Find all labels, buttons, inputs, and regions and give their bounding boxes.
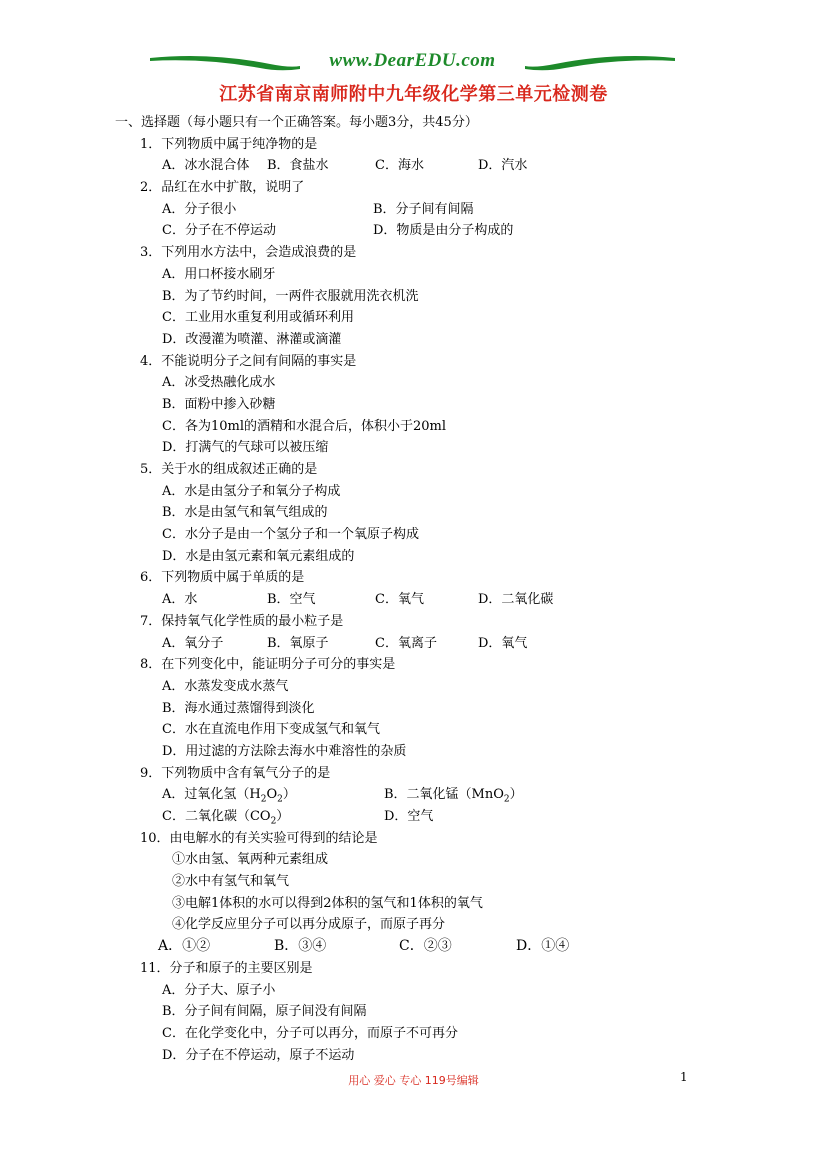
option-choice: C．工业用水重复利用或循环利用: [162, 310, 354, 326]
option-choice: B．水是由氢气和氧气组成的: [162, 505, 328, 521]
question-stem: 9．下列物质中含有氧气分子的是: [140, 765, 331, 781]
question-stem: 10．由电解水的有关实验可得到的结论是: [140, 830, 378, 846]
option-choice: D．分子在不停运动，原子不运动: [162, 1047, 355, 1063]
option-choice: A．①②: [158, 938, 211, 955]
statement-item: ①水由氢、氧两种元素组成: [172, 852, 329, 868]
option-text: ）: [509, 787, 523, 803]
option-text: D．空气: [384, 809, 434, 824]
option-row: [0, 633, 827, 655]
option-row: [0, 806, 827, 828]
option-text: A．过氧化氢（H: [162, 787, 261, 803]
subscript: 2: [503, 794, 510, 805]
site-banner: [150, 48, 675, 78]
option-choice: D．①④: [516, 938, 570, 955]
option-choice: B．③④: [274, 938, 327, 955]
option-text: C．二氧化碳（CO: [162, 809, 271, 824]
option-row: [0, 784, 827, 806]
option-choice: B．海水通过蒸馏得到淡化: [162, 700, 315, 716]
option-row: [0, 936, 827, 958]
option-choice: A．分子大、原子小: [162, 982, 276, 998]
question-stem: 7．保持氧气化学性质的最小粒子是: [140, 613, 344, 629]
question-stem: 6．下列物质中属于单质的是: [140, 570, 305, 586]
option-choice: A．用口杯接水刷牙: [162, 266, 276, 282]
statement-item: ④化学反应里分子可以再分成原子，而原子再分: [172, 917, 446, 933]
page-title: 江苏省南京南师附中九年级化学第三单元检测卷: [219, 84, 608, 105]
option-choice: A．冰受热融化成水: [162, 375, 276, 391]
option-choice: D．氧气: [478, 635, 528, 651]
site-name: www.DearEDU.com: [329, 50, 496, 71]
section-heading: 一、选择题（每小题只有一个正确答案。每小题3分，共45分）: [115, 115, 478, 130]
footer-text: 用心 爱心 专心 119号编辑: [348, 1074, 479, 1087]
option-choice: C．各为10ml的酒精和水混合后，体积小于20ml: [162, 418, 447, 434]
question-stem: 11．分子和原子的主要区别是: [140, 960, 313, 976]
option-choice: A．氧分子: [162, 635, 224, 651]
option-choice: D．物质是由分子构成的: [373, 223, 514, 239]
option-choice: A．冰水混合体: [162, 158, 250, 174]
option-choice: D．二氧化碳: [478, 592, 554, 608]
option-text: ）: [282, 787, 296, 803]
subscript: 2: [260, 794, 267, 805]
option-choice: C．氧气: [375, 592, 424, 608]
statement-item: ②水中有氢气和氧气: [172, 874, 290, 890]
option-choice: B．分子间有间隔: [373, 201, 474, 217]
option-choice: D．改漫灌为喷灌、淋灌或滴灌: [162, 331, 342, 347]
option-choice: C．海水: [375, 158, 424, 174]
option-choice: D．打满气的气球可以被压缩: [162, 440, 329, 456]
statement-item: ③电解1体积的水可以得到2体积的氢气和1体积的氧气: [172, 895, 483, 911]
option-text: O: [266, 787, 278, 803]
option-choice: C．②③: [399, 938, 452, 955]
subscript: 2: [277, 794, 283, 805]
option-choice: B．分子间有间隔，原子间没有间隔: [162, 1004, 367, 1020]
page-number: 1: [680, 1070, 688, 1084]
option-choice: D．水是由氢元素和氧元素组成的: [162, 548, 355, 564]
option-row: [0, 589, 827, 611]
option-choice: A．水是由氢分子和氧分子构成: [162, 483, 341, 499]
option-choice: B．空气: [267, 592, 316, 608]
option-choice: A．水: [162, 592, 198, 608]
option-choice: A．水蒸发变成水蒸气: [162, 678, 289, 694]
option-choice: B．氧原子: [267, 635, 329, 651]
option-choice: D．用过滤的方法除去海水中难溶性的杂质: [162, 743, 407, 759]
option-choice: B．食盐水: [267, 158, 329, 174]
option-choice: C．水分子是由一个氢分子和一个氧原子构成: [162, 527, 419, 543]
question-stem: 4．不能说明分子之间有间隔的事实是: [140, 353, 357, 369]
option-choice: B．为了节约时间，一两件衣服就用洗衣机洗: [162, 288, 419, 304]
question-stem: 1．下列物质中属于纯净物的是: [140, 136, 318, 152]
option-choice: C．氧离子: [375, 635, 437, 651]
subscript: 2: [270, 816, 277, 827]
question-stem: 8．在下列变化中，能证明分子可分的事实是: [140, 657, 396, 673]
option-choice: C．在化学变化中，分子可以再分，而原子不可再分: [162, 1025, 458, 1041]
option-row: [0, 155, 827, 177]
exam-content: [0, 112, 827, 1066]
option-row: [0, 199, 827, 221]
option-text: ）: [276, 809, 290, 824]
option-choice: C．分子在不停运动: [162, 223, 276, 239]
option-row: [0, 220, 827, 242]
option-choice: A．分子很小: [162, 201, 237, 217]
option-text: B．二氧化锰（MnO: [384, 787, 504, 803]
option-choice: B．面粉中掺入砂糖: [162, 396, 276, 412]
option-choice: C．水在直流电作用下变成氢气和氧气: [162, 722, 380, 738]
question-stem: 3．下列用水方法中，会造成浪费的是: [140, 245, 357, 261]
option-choice: [384, 806, 433, 828]
question-stem: 2．品红在水中扩散，说明了: [140, 180, 305, 196]
question-stem: 5．关于水的组成叙述正确的是: [140, 462, 318, 477]
option-choice: D．汽水: [478, 158, 528, 174]
